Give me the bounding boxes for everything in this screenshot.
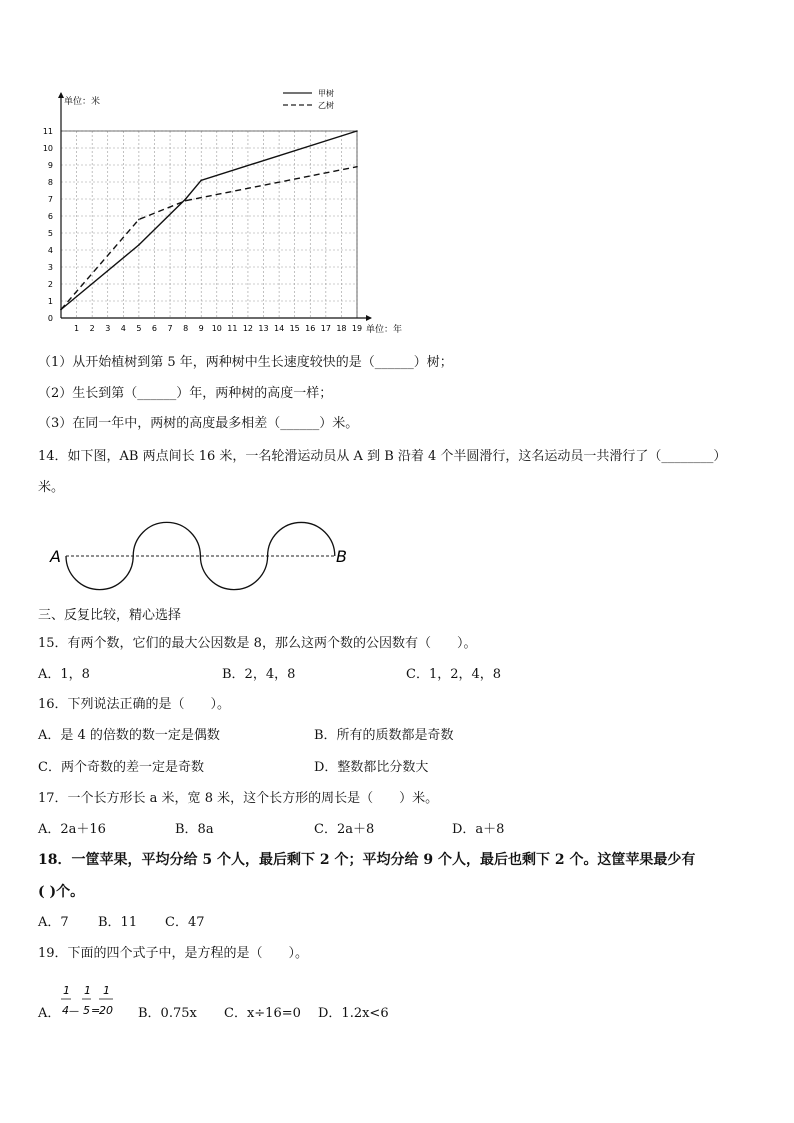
- point-b-label: B: [336, 547, 347, 566]
- q17-stem: 17．一个长方形长 a 米，宽 8 米，这个长方形的周长是（ ）米。: [38, 791, 439, 806]
- x-tick-label: 6: [151, 324, 158, 333]
- tree-height-line-chart: [0, 0, 794, 345]
- frac3-denominator: 20: [99, 1004, 113, 1017]
- x-tick-label: 19: [351, 324, 363, 333]
- frac2-numerator: 1: [84, 984, 91, 997]
- y-axis-unit-label: 单位：米: [64, 97, 101, 107]
- q15-option-a[interactable]: A．1，8: [38, 667, 90, 682]
- chart-series: [60, 130, 358, 310]
- q15-option-b[interactable]: B．2，4，8: [222, 667, 296, 682]
- frac1-denominator: 4: [62, 1004, 69, 1017]
- q13-sub2: （2）生长到第（______）年，两种树的高度一样；: [38, 386, 333, 401]
- y-tick-label: 11: [42, 127, 53, 136]
- x-tick-label: 10: [211, 324, 222, 333]
- minus-sign: —: [69, 1006, 79, 1017]
- y-tick-label: 9: [47, 161, 53, 170]
- x-tick-label: 9: [198, 324, 204, 333]
- x-tick-label: 11: [227, 324, 238, 333]
- y-tick-label: 7: [47, 195, 53, 204]
- section-3-heading: 三、反复比较，精心选择: [38, 608, 182, 623]
- y-tick-label: 5: [47, 229, 53, 238]
- semicircle-path-figure: [0, 518, 794, 598]
- series-line-jia: [61, 131, 357, 310]
- x-tick-label: 8: [183, 324, 189, 333]
- q16-option-c[interactable]: C．两个奇数的差一定是奇数: [38, 760, 204, 775]
- equals-sign: =: [91, 1004, 101, 1017]
- q17-option-d[interactable]: D．a＋8: [452, 822, 505, 837]
- series-line-yi: [61, 167, 357, 310]
- q17-option-b[interactable]: B．8a: [175, 822, 214, 837]
- x-tick-labels: [74, 324, 362, 333]
- q18-option-b[interactable]: B．11: [98, 915, 138, 930]
- frac2-denominator: 5: [83, 1004, 90, 1017]
- x-tick-label: 18: [336, 324, 347, 333]
- frac1-numerator: 1: [63, 984, 70, 997]
- q19-option-c[interactable]: C．x÷16=0: [224, 1006, 301, 1021]
- x-tick-label: 5: [136, 324, 142, 333]
- q17-option-c[interactable]: C．2a＋8: [314, 822, 375, 837]
- y-tick-label: 6: [47, 212, 53, 221]
- point-jia: [356, 130, 358, 132]
- point-yi: [60, 309, 62, 311]
- x-tick-label: 4: [120, 324, 126, 333]
- q13-sub1: （1）从开始植树到第 5 年，两种树中生长速度较快的是（______）树；: [38, 355, 453, 370]
- x-tick-label: 17: [320, 324, 331, 333]
- x-axis-arrow: [366, 315, 372, 321]
- q17-option-a[interactable]: A．2a＋16: [38, 822, 106, 837]
- q19-option-a-label[interactable]: A．: [38, 1006, 61, 1021]
- x-tick-label: 13: [258, 324, 269, 333]
- point-a-label: A: [50, 547, 61, 566]
- q18-stem-line1: 18．一筐苹果，平均分给 5 个人，最后剩下 2 个；平均分给 9 个人，最后也剩下 2 个。这筐苹果最少有: [38, 852, 696, 868]
- x-tick-label: 2: [89, 324, 95, 333]
- q14-stem-line1: 14．如下图，AB 两点间长 16 米，一名轮滑运动员从 A 到 B 沿着 4 个半圆滑行，这名运动员一共滑行了（________）: [38, 449, 727, 464]
- x-tick-label: 7: [167, 324, 173, 333]
- x-axis-unit-label: 单位：年: [366, 325, 403, 335]
- q15-option-c[interactable]: C．1，2，4，8: [406, 667, 502, 682]
- y-tick-labels: [43, 127, 53, 323]
- q19-option-a-expression: [60, 983, 130, 1023]
- x-tick-label: 1: [74, 324, 80, 333]
- chart-axes: [58, 92, 372, 321]
- q19-stem: 19．下面的四个式子中，是方程的是（ ）。: [38, 946, 309, 961]
- x-tick-label: 14: [274, 324, 285, 333]
- q14-stem-line2: 米。: [38, 480, 65, 495]
- q18-option-a[interactable]: A．7: [38, 915, 69, 930]
- q16-option-b[interactable]: B．所有的质数都是奇数: [314, 728, 454, 743]
- x-tick-label: 12: [242, 324, 254, 333]
- y-tick-label: 0: [47, 314, 53, 323]
- legend-label-jia: 甲树: [318, 89, 334, 98]
- point-yi: [138, 219, 140, 221]
- chart-grid: [61, 131, 357, 318]
- point-yi: [356, 166, 358, 168]
- q13-sub3: （3）在同一年中，两树的高度最多相差（______）米。: [38, 416, 359, 431]
- point-jia: [185, 198, 187, 200]
- x-tick-label: 3: [105, 324, 111, 333]
- y-tick-label: 2: [47, 280, 53, 289]
- y-tick-label: 8: [47, 178, 53, 187]
- q16-option-d[interactable]: D．整数都比分数大: [314, 760, 429, 775]
- q16-option-a[interactable]: A．是 4 的倍数的数一定是偶数: [38, 728, 220, 743]
- q16-stem: 16．下列说法正确的是（ ）。: [38, 697, 231, 712]
- q19-option-b[interactable]: B．0.75x: [138, 1006, 197, 1021]
- q18-option-c[interactable]: C．47: [165, 915, 205, 930]
- chart-legend: [283, 88, 334, 110]
- point-jia: [200, 180, 202, 182]
- q19-option-d[interactable]: D．1.2x<6: [318, 1006, 389, 1021]
- q18-stem-line2: ( )个。: [38, 884, 85, 900]
- y-tick-label: 3: [47, 263, 53, 272]
- q15-stem: 15．有两个数，它们的最大公因数是 8，那么这两个数的公因数有（ ）。: [38, 636, 477, 651]
- legend-label-yi: 乙树: [318, 101, 334, 110]
- point-jia: [138, 244, 140, 246]
- point-yi: [185, 200, 187, 202]
- y-tick-label: 4: [47, 246, 53, 255]
- x-tick-label: 15: [289, 324, 300, 333]
- y-tick-label: 1: [47, 297, 53, 306]
- y-tick-label: 10: [42, 144, 53, 153]
- frac3-numerator: 1: [103, 984, 110, 997]
- x-tick-label: 16: [305, 324, 316, 333]
